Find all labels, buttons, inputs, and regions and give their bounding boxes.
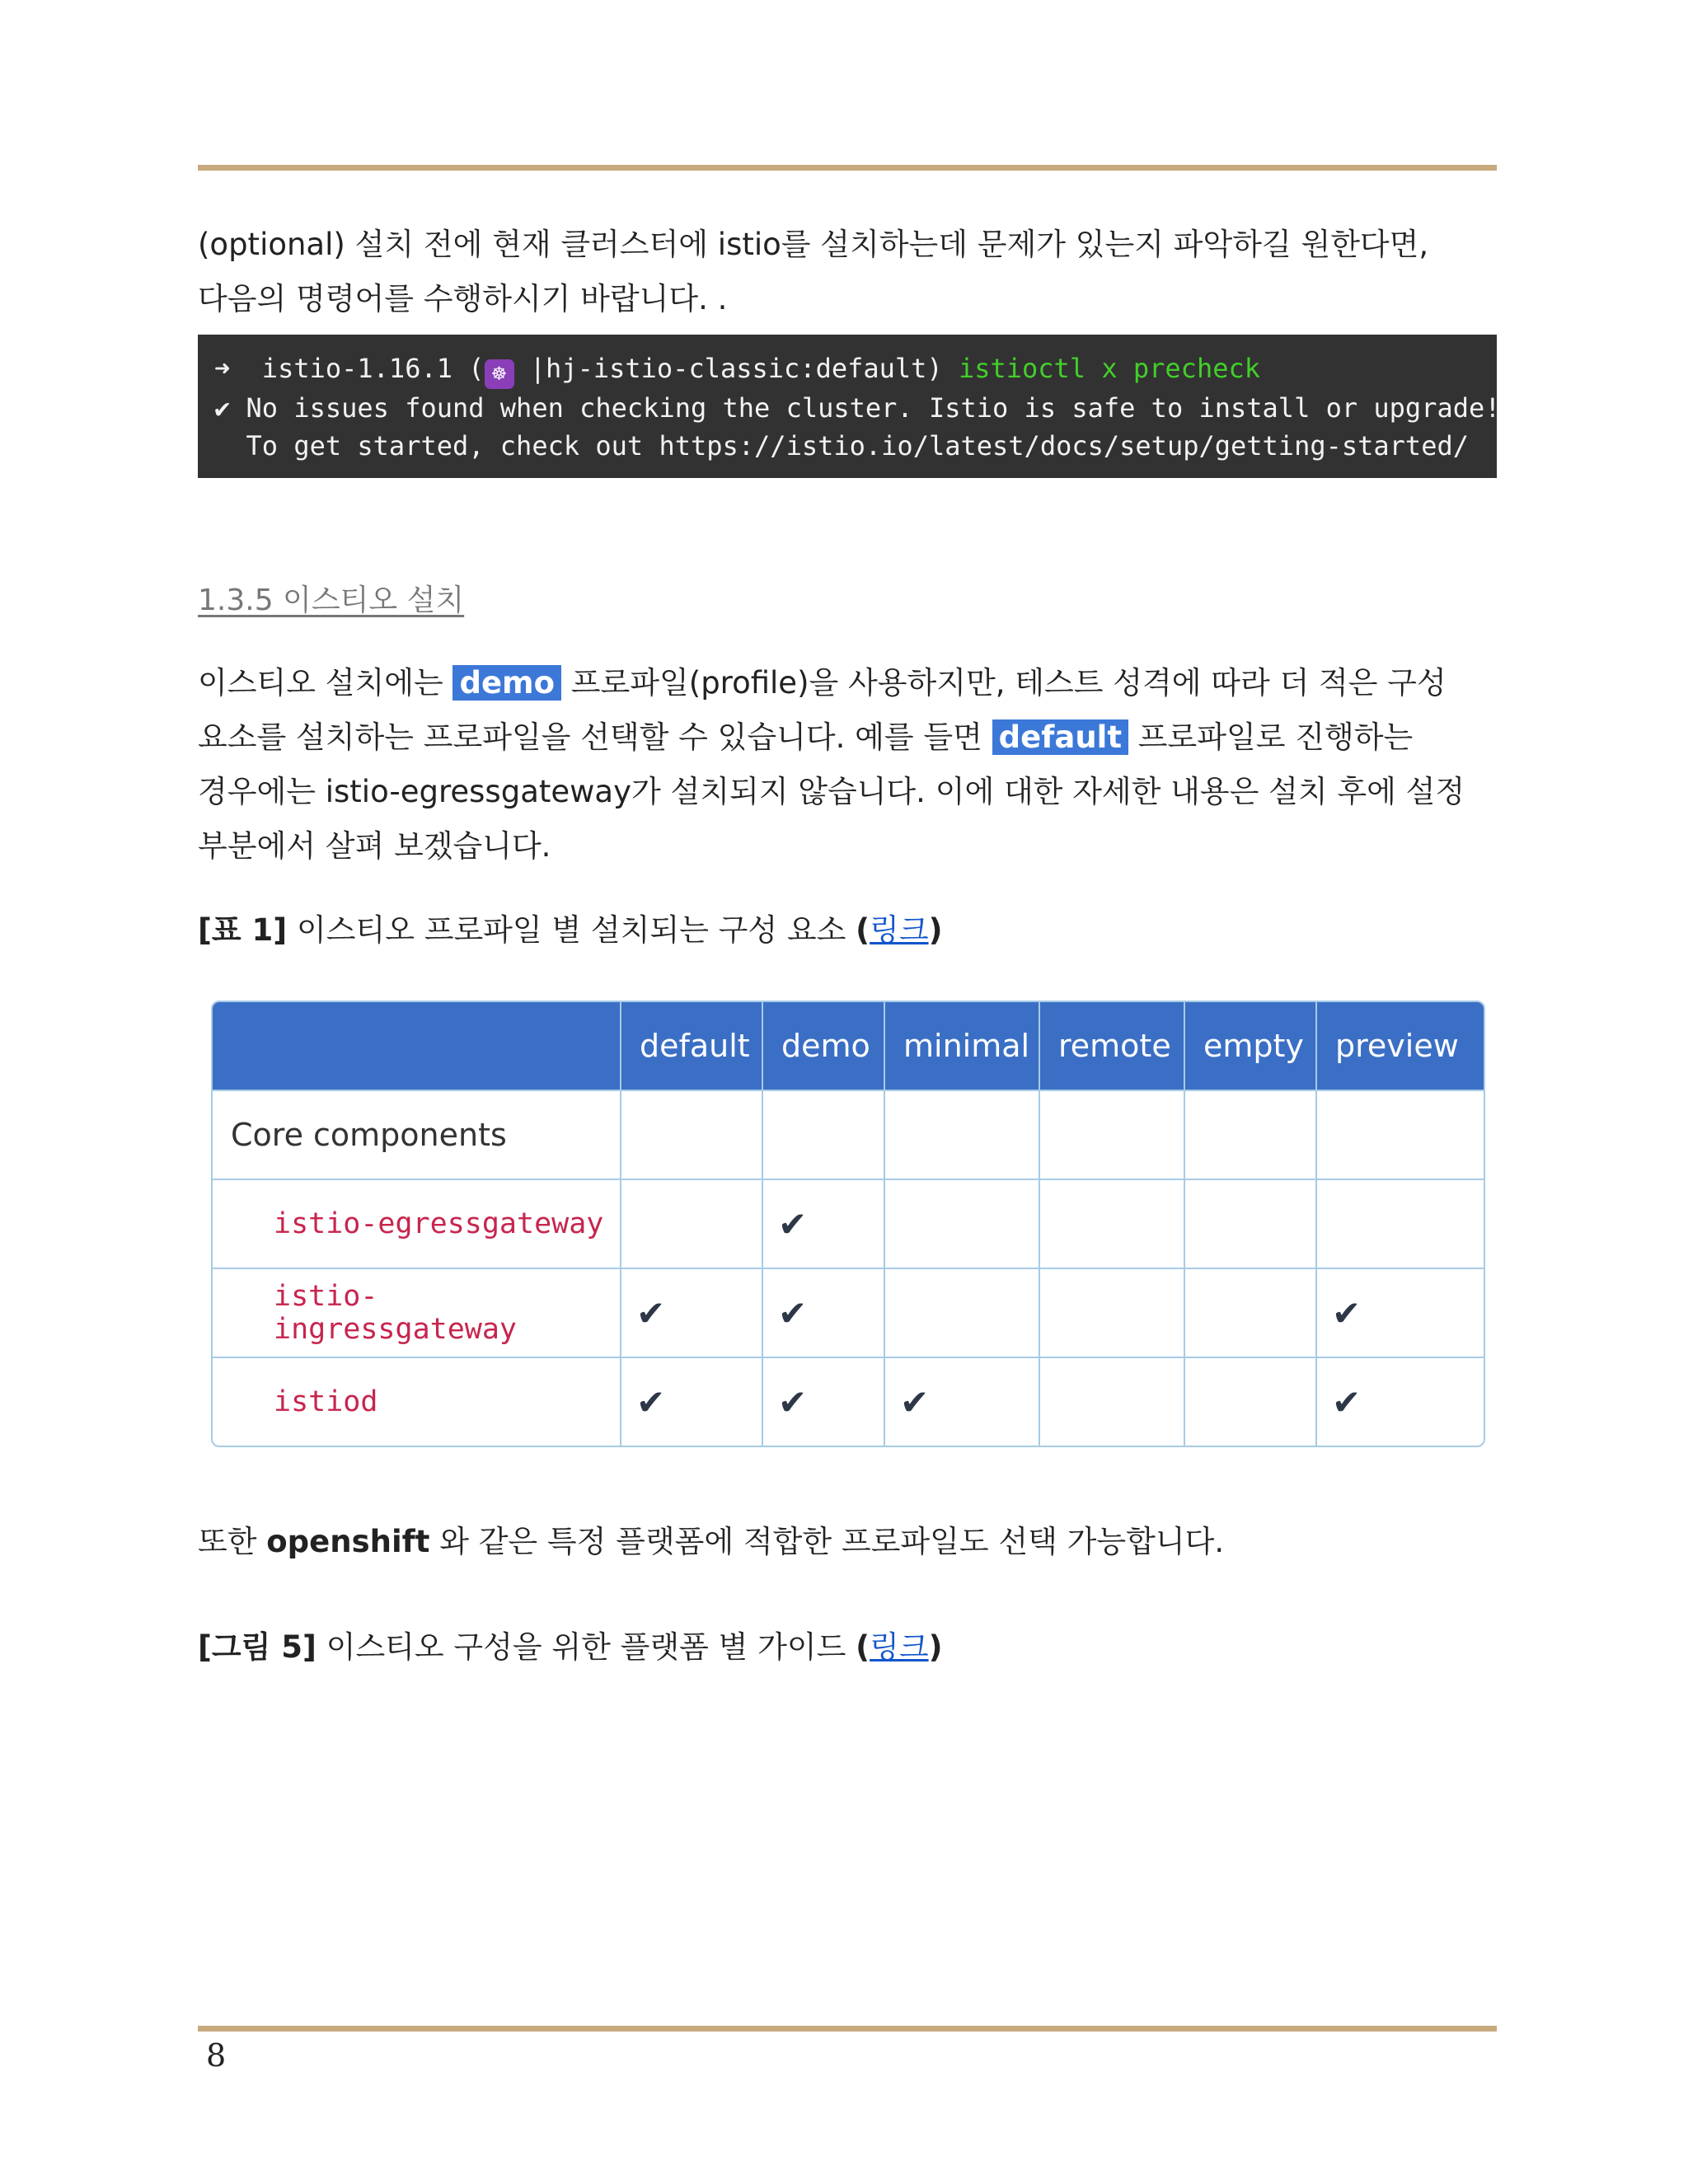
body-line-4: 부분에서 살펴 보겠습니다. xyxy=(198,828,551,864)
highlight-demo: demo xyxy=(452,665,561,701)
platform-text: 와 같은 특정 플랫폼에 적합한 프로파일도 선택 가능합니다. xyxy=(439,1524,1225,1559)
check-cell xyxy=(1040,1269,1185,1358)
check-cell xyxy=(885,1269,1040,1358)
check-cell xyxy=(1185,1358,1317,1446)
check-cell: ✔ xyxy=(763,1180,885,1269)
table-header-cell: demo xyxy=(763,1002,885,1091)
check-cell xyxy=(1185,1269,1317,1358)
body-text: 프로파일로 진행하는 xyxy=(1137,719,1414,755)
body-line-3: 경우에는 istio-egressgateway가 설치되지 않습니다. 이에 대한 자세한 내용은 설치 후에 설정 xyxy=(198,774,1465,809)
check-cell: ✔ xyxy=(763,1358,885,1446)
caption-text: 이스티오 구성을 위한 플랫폼 별 가이드 xyxy=(326,1629,846,1665)
check-cell xyxy=(1040,1358,1185,1446)
terminal-context: |hj-istio-classic:default) xyxy=(529,353,943,384)
kubernetes-icon: ☸ xyxy=(485,359,514,389)
check-cell xyxy=(621,1180,763,1269)
caption-paren: ) xyxy=(928,1629,943,1665)
terminal-command-line xyxy=(214,349,1480,389)
component-name-cell: istiod xyxy=(213,1358,621,1446)
intro-line-1: (optional) 설치 전에 현재 클러스터에 istio를 설치하는데 문제가 있는지 파악하길 원한다면, xyxy=(198,227,1429,262)
table-cell xyxy=(621,1091,763,1180)
terminal-dir: istio-1.16.1 xyxy=(261,353,452,384)
caption-text: 이스티오 프로파일 별 설치되는 구성 요소 xyxy=(296,912,846,948)
terminal-result-line xyxy=(214,389,1501,427)
caption-paren: ) xyxy=(928,912,943,948)
check-cell: ✔ xyxy=(1317,1269,1484,1358)
table-section-row xyxy=(213,1091,1484,1180)
intro-line-2: 다음의 명령어를 수행하시기 바랍니다. . xyxy=(198,281,728,316)
check-cell xyxy=(1317,1180,1484,1269)
caption-label: [그림 5] xyxy=(198,1629,316,1665)
body-paragraph xyxy=(198,656,1497,874)
caption-label: [표 1] xyxy=(198,912,288,948)
terminal-result: No issues found when checking the cluster. Istio is safe to install or upgrade! xyxy=(246,392,1501,424)
figure-caption xyxy=(198,1622,942,1666)
body-text: 요소를 설치하는 프로파일을 선택할 수 있습니다. 예를 들면 xyxy=(198,719,982,755)
check-cell: ✔ xyxy=(1332,1381,1362,1422)
table-row xyxy=(213,1358,1484,1446)
terminal-block xyxy=(198,335,1501,478)
table-header-cell: empty xyxy=(1185,1002,1317,1091)
check-cell xyxy=(885,1180,1040,1269)
platform-text: 또한 xyxy=(198,1524,257,1559)
table-row xyxy=(213,1180,1484,1269)
body-line-2 xyxy=(198,710,1497,765)
terminal-hint-line xyxy=(214,427,1480,465)
table-cell xyxy=(1040,1091,1185,1180)
caption-link[interactable]: 링크 xyxy=(870,1629,929,1665)
header-rule xyxy=(198,165,1497,171)
section-heading[interactable]: 1.3.5 이스티오 설치 xyxy=(198,583,465,617)
terminal-paren: ( xyxy=(468,353,485,384)
table-header-cell xyxy=(213,1002,621,1091)
check-cell: ✔ xyxy=(621,1269,763,1358)
caption-link[interactable]: 링크 xyxy=(870,912,929,948)
section-label-cell: Core components xyxy=(213,1091,621,1180)
table-header-cell: default xyxy=(621,1002,763,1091)
profile-table xyxy=(211,1001,1485,1447)
highlight-default: default xyxy=(992,719,1128,755)
table-cell xyxy=(763,1091,885,1180)
terminal-command: istioctl x precheck xyxy=(958,353,1260,384)
body-line-1 xyxy=(198,656,1497,710)
caption-paren: ( xyxy=(856,912,870,948)
table-header-cell: minimal xyxy=(885,1002,1040,1091)
table-header-row xyxy=(213,1002,1484,1091)
table-cell xyxy=(1317,1091,1484,1180)
table-caption xyxy=(198,905,942,949)
check-cell: ✔ xyxy=(885,1358,1040,1446)
terminal-hint: To get started, check out https://istio.io/latest/docs/setup/getting-started/ xyxy=(246,430,1469,462)
page-number: 8 xyxy=(206,2037,227,2074)
check-cell: ✔ xyxy=(621,1358,763,1446)
table-header-cell: preview xyxy=(1317,1002,1484,1091)
platform-bold: openshift xyxy=(266,1524,430,1559)
body-text: 이스티오 설치에는 xyxy=(198,665,443,701)
caption-paren: ( xyxy=(856,1629,870,1665)
platform-paragraph xyxy=(198,1516,1224,1561)
footer-rule xyxy=(198,2026,1497,2032)
check-cell xyxy=(1040,1180,1185,1269)
prompt-arrow-icon: ➜ xyxy=(214,353,231,384)
table-cell xyxy=(885,1091,1040,1180)
intro-paragraph xyxy=(198,218,1497,326)
table-row xyxy=(213,1269,1484,1358)
component-name-cell: istio-ingressgateway xyxy=(213,1269,621,1358)
table-cell xyxy=(1185,1091,1317,1180)
check-cell: ✔ xyxy=(763,1269,885,1358)
table-header-cell: remote xyxy=(1040,1002,1185,1091)
component-name-cell: istio-egressgateway xyxy=(213,1180,621,1269)
check-mark-icon: ✔ xyxy=(214,392,231,424)
body-text: 프로파일(profile)을 사용하지만, 테스트 성격에 따라 더 적은 구성 xyxy=(570,665,1447,701)
check-cell xyxy=(1185,1180,1317,1269)
